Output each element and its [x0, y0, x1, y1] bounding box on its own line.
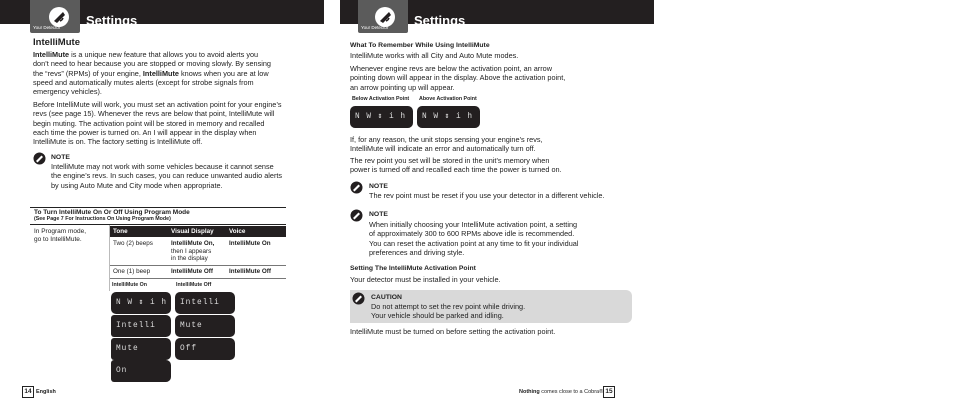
below-label: Below Activation Point	[352, 96, 410, 102]
arrow-up-icon: ⇕	[444, 112, 451, 121]
note-line: The rev point must be reset if you use your detector in a different vehicle.	[369, 191, 605, 200]
intro-paragraph	[33, 50, 293, 96]
paragraph-line	[33, 59, 293, 68]
row1-voice: IntelliMute On	[229, 240, 271, 247]
display-on-screen-2: Intelli	[111, 315, 171, 337]
note-icon	[33, 152, 46, 165]
row1-tone: Two (2) beeps	[113, 240, 153, 247]
caution-icon	[352, 292, 365, 305]
display-off-screen-1: Intelli	[175, 292, 235, 314]
up-down-arrow-icon: ⇕	[138, 298, 145, 307]
display-text: N W	[116, 299, 134, 307]
caution-text	[371, 302, 621, 321]
table-title: To Turn IntelliMute On Or Off Using Program Mode	[34, 209, 190, 216]
note-line: You can reset the activation point at any time to fit your individual	[369, 238, 579, 248]
col-visual: Visual Display	[171, 228, 214, 235]
col-tone: Tone	[113, 228, 128, 235]
display-on-screen-4: On	[111, 360, 171, 382]
arrow-down-icon: ⇕	[377, 112, 384, 121]
note-icon	[350, 181, 363, 194]
text-run: speed and automatically mutes alerts (except for strobe signals from	[33, 77, 254, 87]
header-subtitle: Your Detector	[33, 25, 61, 30]
paragraph-line	[33, 50, 293, 59]
text-run: emergency vehicles).	[33, 87, 102, 97]
table-subtitle: (See Page 7 For Instructions On Using Program Mode)	[34, 216, 171, 222]
note-text	[51, 162, 291, 190]
page-number: 15	[603, 386, 615, 398]
paragraph-line: Before IntelliMute will work, you must set an activation point for your engine’s	[33, 100, 282, 109]
section-title: IntelliMute	[33, 37, 80, 48]
page-header	[340, 0, 656, 30]
display-above	[417, 106, 480, 128]
visual-line: in the display	[171, 255, 208, 262]
visual-line: IntelliMute On,	[171, 240, 215, 247]
caution-line: Your vehicle should be parked and idling.	[371, 311, 504, 321]
display-text: i h	[456, 113, 474, 121]
table-instruction	[34, 228, 86, 244]
note-icon	[350, 209, 363, 222]
row-divider	[110, 265, 286, 266]
on-display-label: IntelliMute On	[112, 282, 148, 288]
activation-paragraph	[33, 100, 293, 146]
page-header	[0, 0, 324, 30]
text-run: knows when you are at low	[179, 68, 269, 78]
page-title: Settings	[86, 13, 138, 28]
instruction-line: In Program mode,	[34, 228, 87, 235]
paragraph-line: IntelliMute is on. The factory setting is IntelliMute off.	[33, 137, 203, 147]
arrow-paragraph	[350, 64, 610, 92]
note-label: NOTE	[369, 211, 388, 218]
row2-visual: IntelliMute Off	[171, 268, 213, 275]
remember-heading: What To Remember While Using IntelliMute	[350, 42, 490, 49]
instruction-line: go to IntelliMute.	[34, 236, 82, 243]
display-off-screen-3: Off	[175, 338, 235, 360]
display-on-screen-3: Mute	[111, 338, 171, 360]
table-header	[110, 226, 286, 237]
paragraph-line	[33, 69, 293, 78]
visual-line: then I appears	[171, 247, 212, 255]
display-on-screen-1	[111, 292, 171, 314]
note-line: IntelliMute may not work with some vehicles because it cannot sense	[51, 162, 274, 171]
row2-voice: IntelliMute Off	[229, 268, 271, 275]
bold-term: IntelliMute	[33, 50, 70, 59]
display-text: i h	[389, 113, 407, 121]
display-text: N W	[422, 113, 440, 121]
footer-tagline	[519, 389, 603, 395]
paragraph-line	[33, 87, 293, 96]
memory-paragraph	[350, 156, 610, 175]
paragraph-line: Whenever engine revs are below the activation point, an arrow	[350, 64, 552, 73]
footer-language: English	[36, 389, 56, 395]
text-run: don’t need to hear because you are stopped or moving slowly. By sensing	[33, 59, 271, 69]
note-line: preferences and driving style.	[369, 247, 465, 257]
note-line: When initially choosing your IntelliMute activation point, a setting	[369, 220, 578, 229]
caution-label: CAUTION	[371, 294, 402, 301]
paragraph-line: The rev point you set will be stored in the unit’s memory when	[350, 156, 550, 165]
setting-heading: Setting The IntelliMute Activation Point	[350, 265, 476, 272]
table-rule	[30, 224, 286, 225]
paragraph-line: IntelliMute will indicate an error and automatically turn off.	[350, 144, 536, 154]
row-divider	[110, 278, 286, 279]
turn-on-text: IntelliMute must be turned on before setting the activation point.	[350, 327, 556, 336]
col-voice: Voice	[229, 228, 246, 235]
text-run: is a unique new feature that allows you to avoid alerts you	[69, 50, 259, 59]
paragraph-line	[33, 78, 293, 87]
header-subtitle: Your Detector	[361, 25, 389, 30]
paragraph-line: power is turned off and recalled each time the power is turned on.	[350, 165, 562, 175]
display-text: N W	[355, 113, 373, 121]
display-off-screen-2: Mute	[175, 315, 235, 337]
display-text: i h	[150, 299, 168, 307]
paragraph-line: If, for any reason, the unit stops sensing your engine’s revs,	[350, 135, 543, 144]
install-text: Your detector must be installed in your vehicle.	[350, 275, 501, 284]
caution-line: Do not attempt to set the rev point while driving.	[371, 302, 526, 311]
note-line: of approximately 300 to 600 RPMs above idle is recommended.	[369, 229, 575, 239]
note-label: NOTE	[51, 154, 70, 161]
paragraph-line: revs (see page 15). Whenever the revs are below that point, IntelliMute will	[33, 109, 275, 119]
paragraph-line: an arrow pointing up will appear.	[350, 82, 455, 92]
error-paragraph	[350, 135, 610, 154]
bold-term: IntelliMute	[142, 68, 179, 78]
city-modes-text: IntelliMute works with all City and Auto Mute modes.	[350, 51, 519, 60]
note-text	[369, 220, 629, 257]
page-title: Settings	[414, 13, 466, 28]
note-line: by using Auto Mute and City mode when appropriate.	[51, 180, 223, 190]
tagline-text: comes close to a Cobra®	[539, 389, 604, 395]
table-rule	[30, 207, 286, 208]
paragraph-line: each time the power is turned on. An I will appear in the display when	[33, 127, 257, 137]
blank-area	[654, 0, 954, 420]
page-number: 14	[22, 386, 34, 398]
row2-tone: One (1) beep	[113, 268, 151, 275]
off-display-label: IntelliMute Off	[176, 282, 212, 288]
paragraph-line: begin muting. The activation point will be stored in memory and recalled	[33, 118, 265, 128]
paragraph-line: pointing down will appear in the display. Above the activation point,	[350, 73, 566, 83]
note-line: the engine’s revs. In such cases, you can reduce unwanted audio alerts	[51, 171, 283, 181]
row1-visual	[171, 240, 214, 263]
note-label: NOTE	[369, 183, 388, 190]
display-below	[350, 106, 413, 128]
tagline-bold: Nothing	[519, 389, 540, 395]
note-text	[369, 191, 629, 200]
above-label: Above Activation Point	[419, 96, 477, 102]
text-run: the “revs” (RPMs) of your engine,	[33, 68, 143, 78]
